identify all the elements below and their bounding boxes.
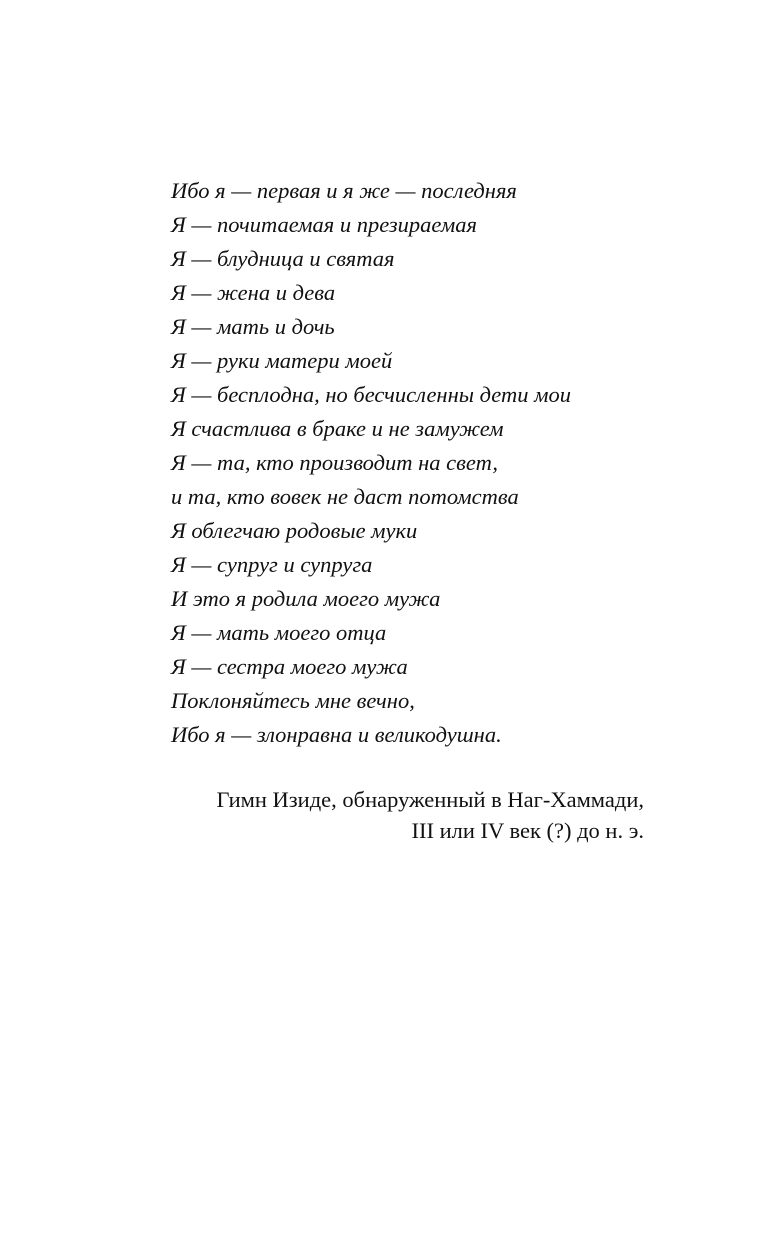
epigraph-attribution bbox=[216, 784, 644, 846]
poem-line: и та, кто вовек не даст потомства bbox=[171, 484, 519, 509]
poem-line: Поклоняйтесь мне вечно, bbox=[171, 688, 415, 713]
attribution-date: III или IV век (?) до н. э. bbox=[411, 818, 644, 843]
poem-line: Я — сестра моего мужа bbox=[171, 654, 408, 679]
poem-line: Я — жена и дева bbox=[171, 280, 336, 305]
poem-line: Я — супруг и супруга bbox=[171, 552, 373, 577]
poem-line: Я счастлива в браке и не замужем bbox=[171, 416, 504, 441]
poem-line: И это я родила моего мужа bbox=[171, 586, 441, 611]
poem-line: Я — та, кто производит на свет, bbox=[171, 450, 499, 475]
poem-line: Ибо я — злонравна и великодушна. bbox=[171, 722, 502, 747]
poem-line: Я — бесплодна, но бесчисленны дети мои bbox=[171, 382, 571, 407]
poem-line: Я — мать моего отца bbox=[171, 620, 387, 645]
poem-line: Я облегчаю родовые муки bbox=[171, 518, 418, 543]
epigraph-poem bbox=[171, 174, 691, 752]
poem-line: Я — руки матери моей bbox=[171, 348, 393, 373]
poem-line: Ибо я — первая и я же — последняя bbox=[171, 178, 517, 203]
poem-line: Я — почитаемая и презираемая bbox=[171, 212, 477, 237]
poem-line: Я — мать и дочь bbox=[171, 314, 335, 339]
attribution-source: Гимн Изиде, обнаруженный в Наг-Хаммади, bbox=[216, 787, 644, 812]
poem-line: Я — блудница и святая bbox=[171, 246, 395, 271]
